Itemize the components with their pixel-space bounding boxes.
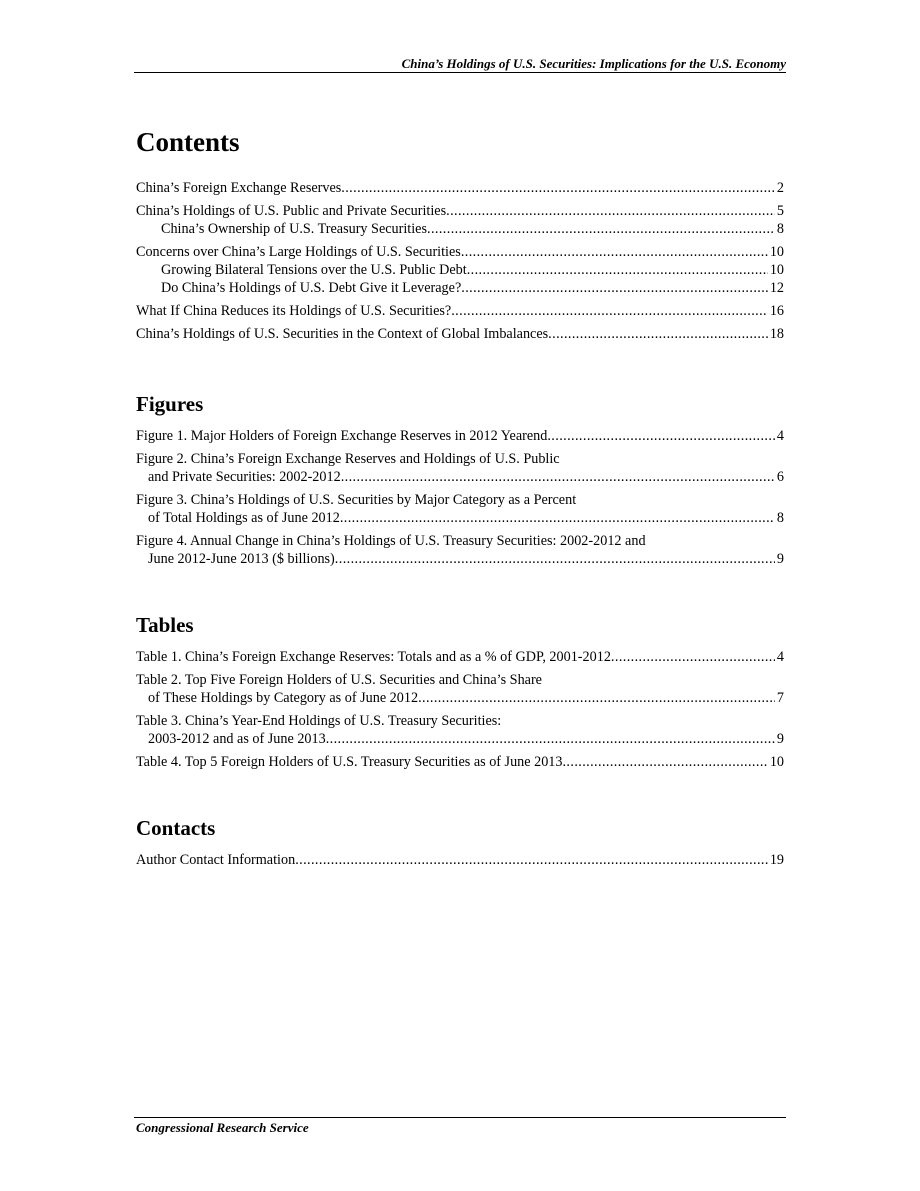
tables-heading: Tables (136, 613, 194, 637)
toc-page-number: 6 (776, 469, 784, 485)
toc-entry-title: Growing Bilateral Tensions over the U.S. Public Debt (161, 262, 467, 278)
toc-entry-title: Do China’s Holdings of U.S. Debt Give it Leverage? (161, 280, 462, 296)
toc-page-number: 9 (776, 731, 784, 747)
toc-page-number: 8 (776, 221, 784, 237)
dot-leader (547, 427, 775, 445)
toc-page-number: 19 (769, 852, 784, 868)
dot-leader (611, 648, 775, 666)
toc-page-number: 9 (776, 551, 784, 567)
dot-leader (548, 325, 768, 343)
dot-leader (427, 220, 775, 238)
toc-entry[interactable] (136, 753, 784, 771)
toc-entry[interactable] (136, 532, 784, 568)
figures-section (136, 427, 784, 568)
table-of-contents (136, 124, 784, 874)
toc-entry[interactable] (136, 243, 784, 261)
dot-leader (562, 753, 767, 771)
toc-page-number: 7 (776, 690, 784, 706)
toc-page-number: 2 (776, 180, 784, 196)
toc-entry-continuation: of These Holdings by Category as of June 2012 (148, 690, 419, 706)
toc-subentry[interactable] (161, 279, 784, 297)
dot-leader (461, 279, 768, 297)
toc-entry-title: Table 2. Top Five Foreign Holders of U.S. Securities and China’s Share (136, 672, 542, 688)
toc-entry[interactable] (136, 302, 784, 320)
toc-entry-continuation: June 2012-June 2013 ($ billions) (148, 551, 335, 567)
footer-rule (134, 1117, 786, 1118)
toc-entry[interactable] (136, 851, 784, 869)
toc-entry[interactable] (136, 712, 784, 748)
toc-page-number: 10 (769, 244, 784, 260)
contacts-heading: Contacts (136, 816, 216, 840)
toc-entry[interactable] (136, 491, 784, 527)
toc-subentry[interactable] (161, 220, 784, 238)
toc-entry-title: Table 3. China’s Year-End Holdings of U.S. Treasury Securities: (136, 713, 502, 729)
running-header: China’s Holdings of U.S. Securities: Implications for the U.S. Economy (401, 56, 786, 71)
toc-page-number: 18 (769, 326, 784, 342)
toc-entry-title: What If China Reduces its Holdings of U.S. Securities? (136, 303, 452, 319)
toc-entry-title: Figure 1. Major Holders of Foreign Exchange Reserves in 2012 Yearend (136, 428, 548, 444)
figures-heading: Figures (136, 392, 204, 416)
toc-entry-title: China’s Ownership of U.S. Treasury Securities (161, 221, 428, 237)
toc-entry-title: Table 1. China’s Foreign Exchange Reserves: Totals and as a % of GDP, 2001-2012 (136, 649, 611, 665)
toc-page-number: 4 (776, 428, 784, 444)
dot-leader (295, 851, 768, 869)
toc-page-number: 16 (769, 303, 784, 319)
footer-publisher: Congressional Research Service (136, 1120, 309, 1135)
toc-entry[interactable] (136, 450, 784, 486)
tables-section (136, 648, 784, 771)
dot-leader (446, 202, 775, 220)
dot-leader (461, 243, 768, 261)
toc-page-number: 10 (769, 754, 784, 770)
contacts-section (136, 851, 784, 869)
toc-entry-title: China’s Holdings of U.S. Securities in the Context of Global Imbalances (136, 326, 549, 342)
contents-section (136, 179, 784, 343)
toc-entry[interactable] (136, 202, 784, 220)
toc-entry-title: Figure 3. China’s Holdings of U.S. Securities by Major Category as a Percent (136, 492, 577, 508)
dot-leader (418, 689, 775, 707)
toc-entry-title: China’s Foreign Exchange Reserves (136, 180, 342, 196)
toc-entry[interactable] (136, 325, 784, 343)
toc-entry-continuation: and Private Securities: 2002-2012 (148, 469, 341, 485)
toc-entry-title: Figure 4. Annual Change in China’s Holdings of U.S. Treasury Securities: 2002-2012 and (136, 533, 646, 549)
toc-page-number: 5 (776, 203, 784, 219)
toc-page-number: 12 (769, 280, 784, 296)
toc-page-number: 10 (769, 262, 784, 278)
toc-entry-title: China’s Holdings of U.S. Public and Private Securities (136, 203, 447, 219)
dot-leader (326, 730, 775, 748)
toc-page-number: 8 (776, 510, 784, 526)
toc-entry[interactable] (136, 648, 784, 666)
toc-entry-title: Figure 2. China’s Foreign Exchange Reserves and Holdings of U.S. Public (136, 451, 560, 467)
dot-leader (451, 302, 768, 320)
toc-entry[interactable] (136, 671, 784, 707)
dot-leader (341, 468, 775, 486)
dot-leader (335, 550, 775, 568)
contents-heading: Contents (136, 127, 240, 157)
header-rule (134, 72, 786, 73)
dot-leader (340, 509, 775, 527)
dot-leader (467, 261, 768, 279)
toc-entry-title: Concerns over China’s Large Holdings of U.S. Securities (136, 244, 461, 260)
toc-subentry[interactable] (161, 261, 784, 279)
toc-entry-title: Author Contact Information (136, 852, 296, 868)
toc-entry-title: Table 4. Top 5 Foreign Holders of U.S. Treasury Securities as of June 2013 (136, 754, 563, 770)
toc-entry[interactable] (136, 427, 784, 445)
toc-page-number: 4 (776, 649, 784, 665)
toc-entry[interactable] (136, 179, 784, 197)
toc-entry-continuation: 2003-2012 and as of June 2013 (148, 731, 326, 747)
dot-leader (341, 179, 775, 197)
toc-entry-continuation: of Total Holdings as of June 2012 (148, 510, 340, 526)
